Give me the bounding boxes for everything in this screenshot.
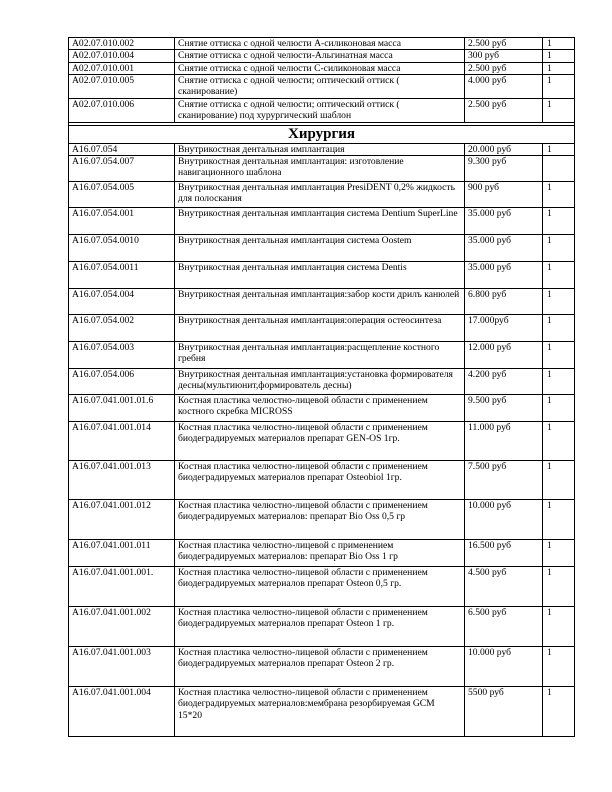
price-cell: 4.500 руб	[465, 567, 543, 607]
service-name-cell: Костная пластика челюстно-лицевой области с применением биодеградируемых материалов препарат GEN-OS 1гр.	[175, 422, 465, 461]
table-row	[69, 38, 575, 50]
section-header-group	[69, 122, 575, 143]
qty-cell: 1	[543, 395, 575, 422]
price-cell: 11.000 руб	[465, 422, 543, 461]
qty-cell: 1	[543, 62, 575, 74]
table-row	[69, 607, 575, 647]
qty-cell: 1	[543, 369, 575, 395]
code-cell: A16.07.041.001.014	[69, 422, 175, 461]
code-cell: A02.07.010.006	[69, 98, 175, 122]
service-name-cell: Снятие оттиска с одной челюсти С-силиконовая масса	[175, 62, 465, 74]
qty-cell: 1	[543, 567, 575, 607]
qty-cell: 1	[543, 235, 575, 262]
service-name-cell: Костная пластика челюстно-лицевой с применением биодеградируемых материалов: препарат Bio Oss 1 гр	[175, 540, 465, 567]
code-cell: A02.07.010.004	[69, 50, 175, 62]
price-cell: 10.000 руб	[465, 500, 543, 540]
code-cell: A16.07.054	[69, 143, 175, 155]
table-row	[69, 369, 575, 395]
qty-cell: 1	[543, 461, 575, 500]
code-cell: A16.07.054.006	[69, 369, 175, 395]
qty-cell: 1	[543, 98, 575, 122]
table-row	[69, 687, 575, 737]
qty-cell: 1	[543, 50, 575, 62]
table-row	[69, 422, 575, 461]
code-cell: A16.07.054.004	[69, 289, 175, 315]
table-row	[69, 567, 575, 607]
table-row	[69, 540, 575, 567]
price-cell: 9.500 руб	[465, 395, 543, 422]
table-row	[69, 156, 575, 182]
price-cell: 5500 руб	[465, 687, 543, 737]
price-cell: 7.500 руб	[465, 461, 543, 500]
service-name-cell: Внутрикостная дентальная имплантация: изготовление навигационного шаблона	[175, 156, 465, 182]
rows-top	[69, 38, 575, 123]
qty-cell: 1	[543, 315, 575, 342]
code-cell: A16.07.054.007	[69, 156, 175, 182]
price-cell: 35.000 руб	[465, 235, 543, 262]
qty-cell: 1	[543, 607, 575, 647]
service-name-cell: Внутрикостная дентальная имплантация:операция остеосинтеза	[175, 315, 465, 342]
service-name-cell: Костная пластика челюстно-лицевой области с применением биодеградируемых материалов:мембрана резорбируемая GCM 15*20	[175, 687, 465, 737]
price-cell: 900 руб	[465, 182, 543, 208]
table-row	[69, 342, 575, 369]
qty-cell: 1	[543, 182, 575, 208]
service-name-cell: Костная пластика челюстно-лицевой области с применением биодеградируемых материалов препарат Osteon 2 гр.	[175, 647, 465, 687]
price-table	[68, 37, 575, 737]
service-name-cell: Внутрикостная дентальная имплантация система Dentium SuperLine	[175, 208, 465, 235]
table-row	[69, 62, 575, 74]
service-name-cell: Внутрикостная дентальная имплантация:забор кости дрилъ канюлей	[175, 289, 465, 315]
qty-cell: 1	[543, 647, 575, 687]
service-name-cell: Внутрикостная дентальная имплантация:установка формирователя десны(мультиюнит,формирователь десны)	[175, 369, 465, 395]
code-cell: A16.07.041.001.004	[69, 687, 175, 737]
code-cell: A02.07.010.002	[69, 38, 175, 50]
qty-cell: 1	[543, 687, 575, 737]
code-cell: A16.07.041.001.012	[69, 500, 175, 540]
qty-cell: 1	[543, 262, 575, 289]
service-name-cell: Внутрикостная дентальная имплантация система Oostem	[175, 235, 465, 262]
code-cell: A16.07.054.0011	[69, 262, 175, 289]
table-row	[69, 395, 575, 422]
table-row	[69, 208, 575, 235]
rows-surgery	[69, 143, 575, 736]
price-cell: 20.000 руб	[465, 143, 543, 155]
price-cell: 2.500 руб	[465, 38, 543, 50]
code-cell: A16.07.054.003	[69, 342, 175, 369]
section-row	[69, 125, 575, 143]
service-name-cell: Снятие оттиска с одной челюсти-Альгинатная масса	[175, 50, 465, 62]
qty-cell	[543, 156, 575, 182]
code-cell: A16.07.054.0010	[69, 235, 175, 262]
price-cell: 10.000 руб	[465, 647, 543, 687]
table-row	[69, 182, 575, 208]
service-name-cell: Внутрикостная дентальная имплантация	[175, 143, 465, 155]
qty-cell: 1	[543, 74, 575, 98]
qty-cell: 1	[543, 38, 575, 50]
code-cell: A16.07.041.001.011	[69, 540, 175, 567]
table-row	[69, 315, 575, 342]
qty-cell: 1	[543, 540, 575, 567]
table-row	[69, 74, 575, 98]
code-cell: A16.07.041.001.01.6	[69, 395, 175, 422]
table-row	[69, 262, 575, 289]
price-cell: 4.000 руб	[465, 74, 543, 98]
price-cell: 17.000руб	[465, 315, 543, 342]
qty-cell: 1	[543, 289, 575, 315]
price-cell: 16.500 руб	[465, 540, 543, 567]
price-cell: 2.500 руб	[465, 98, 543, 122]
table-row	[69, 98, 575, 122]
price-cell: 12.000 руб	[465, 342, 543, 369]
code-cell: A16.07.041.001.013	[69, 461, 175, 500]
table-row	[69, 461, 575, 500]
price-cell: 2.500 руб	[465, 62, 543, 74]
qty-cell: 1	[543, 143, 575, 155]
service-name-cell: Внутрикостная дентальная имплантация:расщепление костного гребня	[175, 342, 465, 369]
code-cell: A16.07.054.005	[69, 182, 175, 208]
service-name-cell: Костная пластика челюстно-лицевой области с применением биодеградируемых материалов препарат Osteon 1 гр.	[175, 607, 465, 647]
service-name-cell: Костная пластика челюстно-лицевой области с применением биодеградируемых материалов препарат Osteon 0,5 гр.	[175, 567, 465, 607]
code-cell: A02.07.010.005	[69, 74, 175, 98]
table-row	[69, 50, 575, 62]
price-cell: 6.800 руб	[465, 289, 543, 315]
code-cell: A16.07.041.001.001.	[69, 567, 175, 607]
table-row	[69, 647, 575, 687]
price-cell: 4.200 руб	[465, 369, 543, 395]
price-cell: 6.500 руб	[465, 607, 543, 647]
service-name-cell: Внутрикостная дентальная имплантация система Dentis	[175, 262, 465, 289]
service-name-cell: Костная пластика челюстно-лицевой области с применением биодеградируемых материалов: препарат Bio Oss 0,5 гр	[175, 500, 465, 540]
code-cell: A16.07.041.001.002	[69, 607, 175, 647]
code-cell: A16.07.054.002	[69, 315, 175, 342]
code-cell: A02.07.010.001	[69, 62, 175, 74]
code-cell: A16.07.041.001.003	[69, 647, 175, 687]
service-name-cell: Костная пластика челюстно-лицевой области с применением костного скребка MICROSS	[175, 395, 465, 422]
service-name-cell: Внутрикостная дентальная имплантация PresiDENT 0,2% жидкость для полоскания	[175, 182, 465, 208]
service-name-cell: Снятие оттиска с одной челюсти; оптический оттиск ( сканирование)	[175, 74, 465, 98]
section-title: Хирургия	[69, 125, 575, 143]
qty-cell: 1	[543, 500, 575, 540]
price-cell: 9.300 руб	[465, 156, 543, 182]
table-row	[69, 235, 575, 262]
service-name-cell: Снятие оттиска с одной челюсти; оптический оттиск ( сканирование) под хурургический шаблон	[175, 98, 465, 122]
price-cell: 35.000 руб	[465, 208, 543, 235]
service-name-cell: Костная пластика челюстно-лицевой области с применением биодеградируемых материалов препарат Osteobiol 1гр.	[175, 461, 465, 500]
service-name-cell: Снятие оттиска с одной челюсти А-силиконовая масса	[175, 38, 465, 50]
price-cell: 300 руб	[465, 50, 543, 62]
price-cell: 35.000 руб	[465, 262, 543, 289]
qty-cell: 1	[543, 342, 575, 369]
qty-cell: 1	[543, 208, 575, 235]
table-row	[69, 500, 575, 540]
table-row	[69, 143, 575, 155]
qty-cell: 1	[543, 422, 575, 461]
code-cell: A16.07.054.001	[69, 208, 175, 235]
table-row	[69, 289, 575, 315]
